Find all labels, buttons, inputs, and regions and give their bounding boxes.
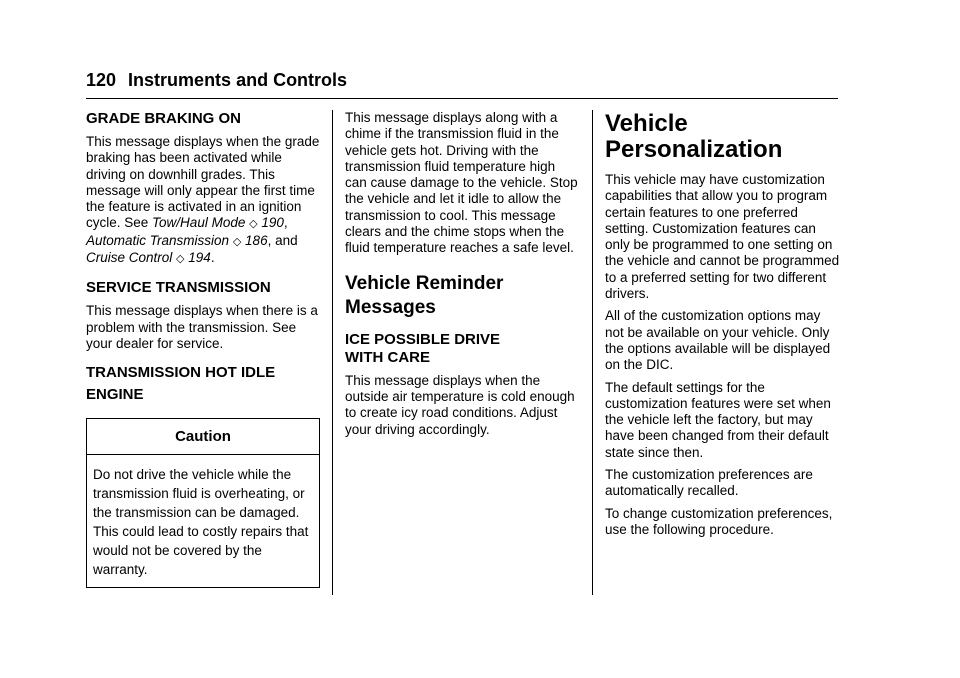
heading-vehicle-personalization: [605, 110, 841, 164]
caution-title: Caution: [87, 419, 319, 455]
paragraph-grade-braking: This message displays when the grade braking has been activated while driving on downhill grades. This message will only appear the first time the feature is activated in an ignition cycle. See Tow/Haul Mode ◇ 190, Automatic Transmission ◇ 186, and Cruise Control ◇ 194.: [86, 134, 320, 266]
page-header: [86, 70, 347, 91]
page-ref-arrow-icon: ◇: [232, 235, 242, 248]
heading-reminder-line2: Messages: [345, 296, 436, 318]
paragraph-transmission-hot: This message displays along with a chime if the transmission fluid in the vehicle gets hot. Driving with the transmission fluid temperature high can cause damage to the vehicle. Stop the vehicle and let it idle to allow the transmission to cool. This message clears and the chime stops when the fluid temperature reaches a safe level.: [345, 110, 578, 256]
link-tow-haul-mode[interactable]: Tow/Haul Mode: [152, 215, 246, 231]
paragraph-personalization-1: This vehicle may have customization capabilities that allow you to program certain features to one preferred setting. Customization features can only be programmed to one setting on the vehicle and cannot be programmed to a preferred setting for two different drivers.: [605, 172, 840, 302]
paragraph-service-transmission: This message displays when there is a problem with the transmission. See your dealer for service.: [86, 303, 318, 351]
heading-hot-idle-line2: ENGINE: [86, 386, 144, 404]
column-3: [605, 110, 841, 538]
heading-ice-line1: ICE POSSIBLE DRIVE: [345, 330, 501, 348]
heading-pers-line2: Personalization: [605, 136, 783, 163]
header-rule: [86, 98, 838, 99]
and-word: and: [275, 232, 298, 248]
heading-reminder-line1: Vehicle Reminder: [345, 272, 504, 294]
page-ref-arrow-icon: ◇: [249, 218, 258, 231]
page-ref-cruise-control[interactable]: 194: [188, 250, 211, 266]
heading-hot-idle-line1: TRANSMISSION HOT IDLE: [86, 364, 276, 382]
heading-ice-possible: [345, 331, 579, 367]
link-cruise-control[interactable]: Cruise Control: [86, 250, 173, 266]
section-title: Instruments and Controls: [128, 70, 348, 90]
heading-ice-line2: WITH CARE: [345, 348, 430, 366]
paragraph-personalization-4: The customization preferences are automatically recalled.: [605, 467, 813, 499]
page-ref-automatic-transmission[interactable]: 186: [245, 232, 268, 248]
heading-service-transmission: SERVICE TRANSMISSION: [86, 279, 271, 297]
caution-box: [86, 418, 320, 588]
heading-vehicle-reminder-messages: [345, 273, 579, 319]
page-ref-arrow-icon: ◇: [176, 253, 185, 266]
caution-body: Do not drive the vehicle while the transmission fluid is overheating, or the transmission can be damaged. This could lead to costly repairs that would not be covered by the warranty.: [93, 467, 309, 578]
page-number: 120: [86, 70, 117, 90]
paragraph-personalization-2: All of the customization options may not be available on your vehicle. Only the options available will be displayed on the DIC.: [605, 308, 831, 373]
heading-grade-braking: GRADE BRAKING ON: [86, 110, 242, 127]
column-1: [86, 110, 320, 588]
paragraph-ice-possible: This message displays when the outside air temperature is cold enough to create icy road conditions. Adjust your driving accordingly.: [345, 372, 575, 437]
page-ref-tow-haul[interactable]: 190: [261, 215, 284, 231]
column-divider-2: [592, 110, 593, 595]
paragraph-personalization-3: The default settings for the customization features were set when the vehicle left the factory, but may have been changed from their default state since then.: [605, 379, 831, 460]
column-2: [345, 110, 579, 438]
paragraph-personalization-5: To change customization preferences, use the following procedure.: [605, 505, 833, 537]
heading-transmission-hot-idle: [86, 364, 320, 404]
link-automatic-transmission[interactable]: Automatic Transmission: [86, 232, 230, 248]
grade-braking-text: This message displays when the grade braking has been activated while driving on downhill grades. This message will only appear the first time the feature is activated in an ignition cycle. See: [86, 134, 320, 231]
column-divider-1: [332, 110, 333, 595]
heading-pers-line1: Vehicle: [605, 110, 688, 137]
